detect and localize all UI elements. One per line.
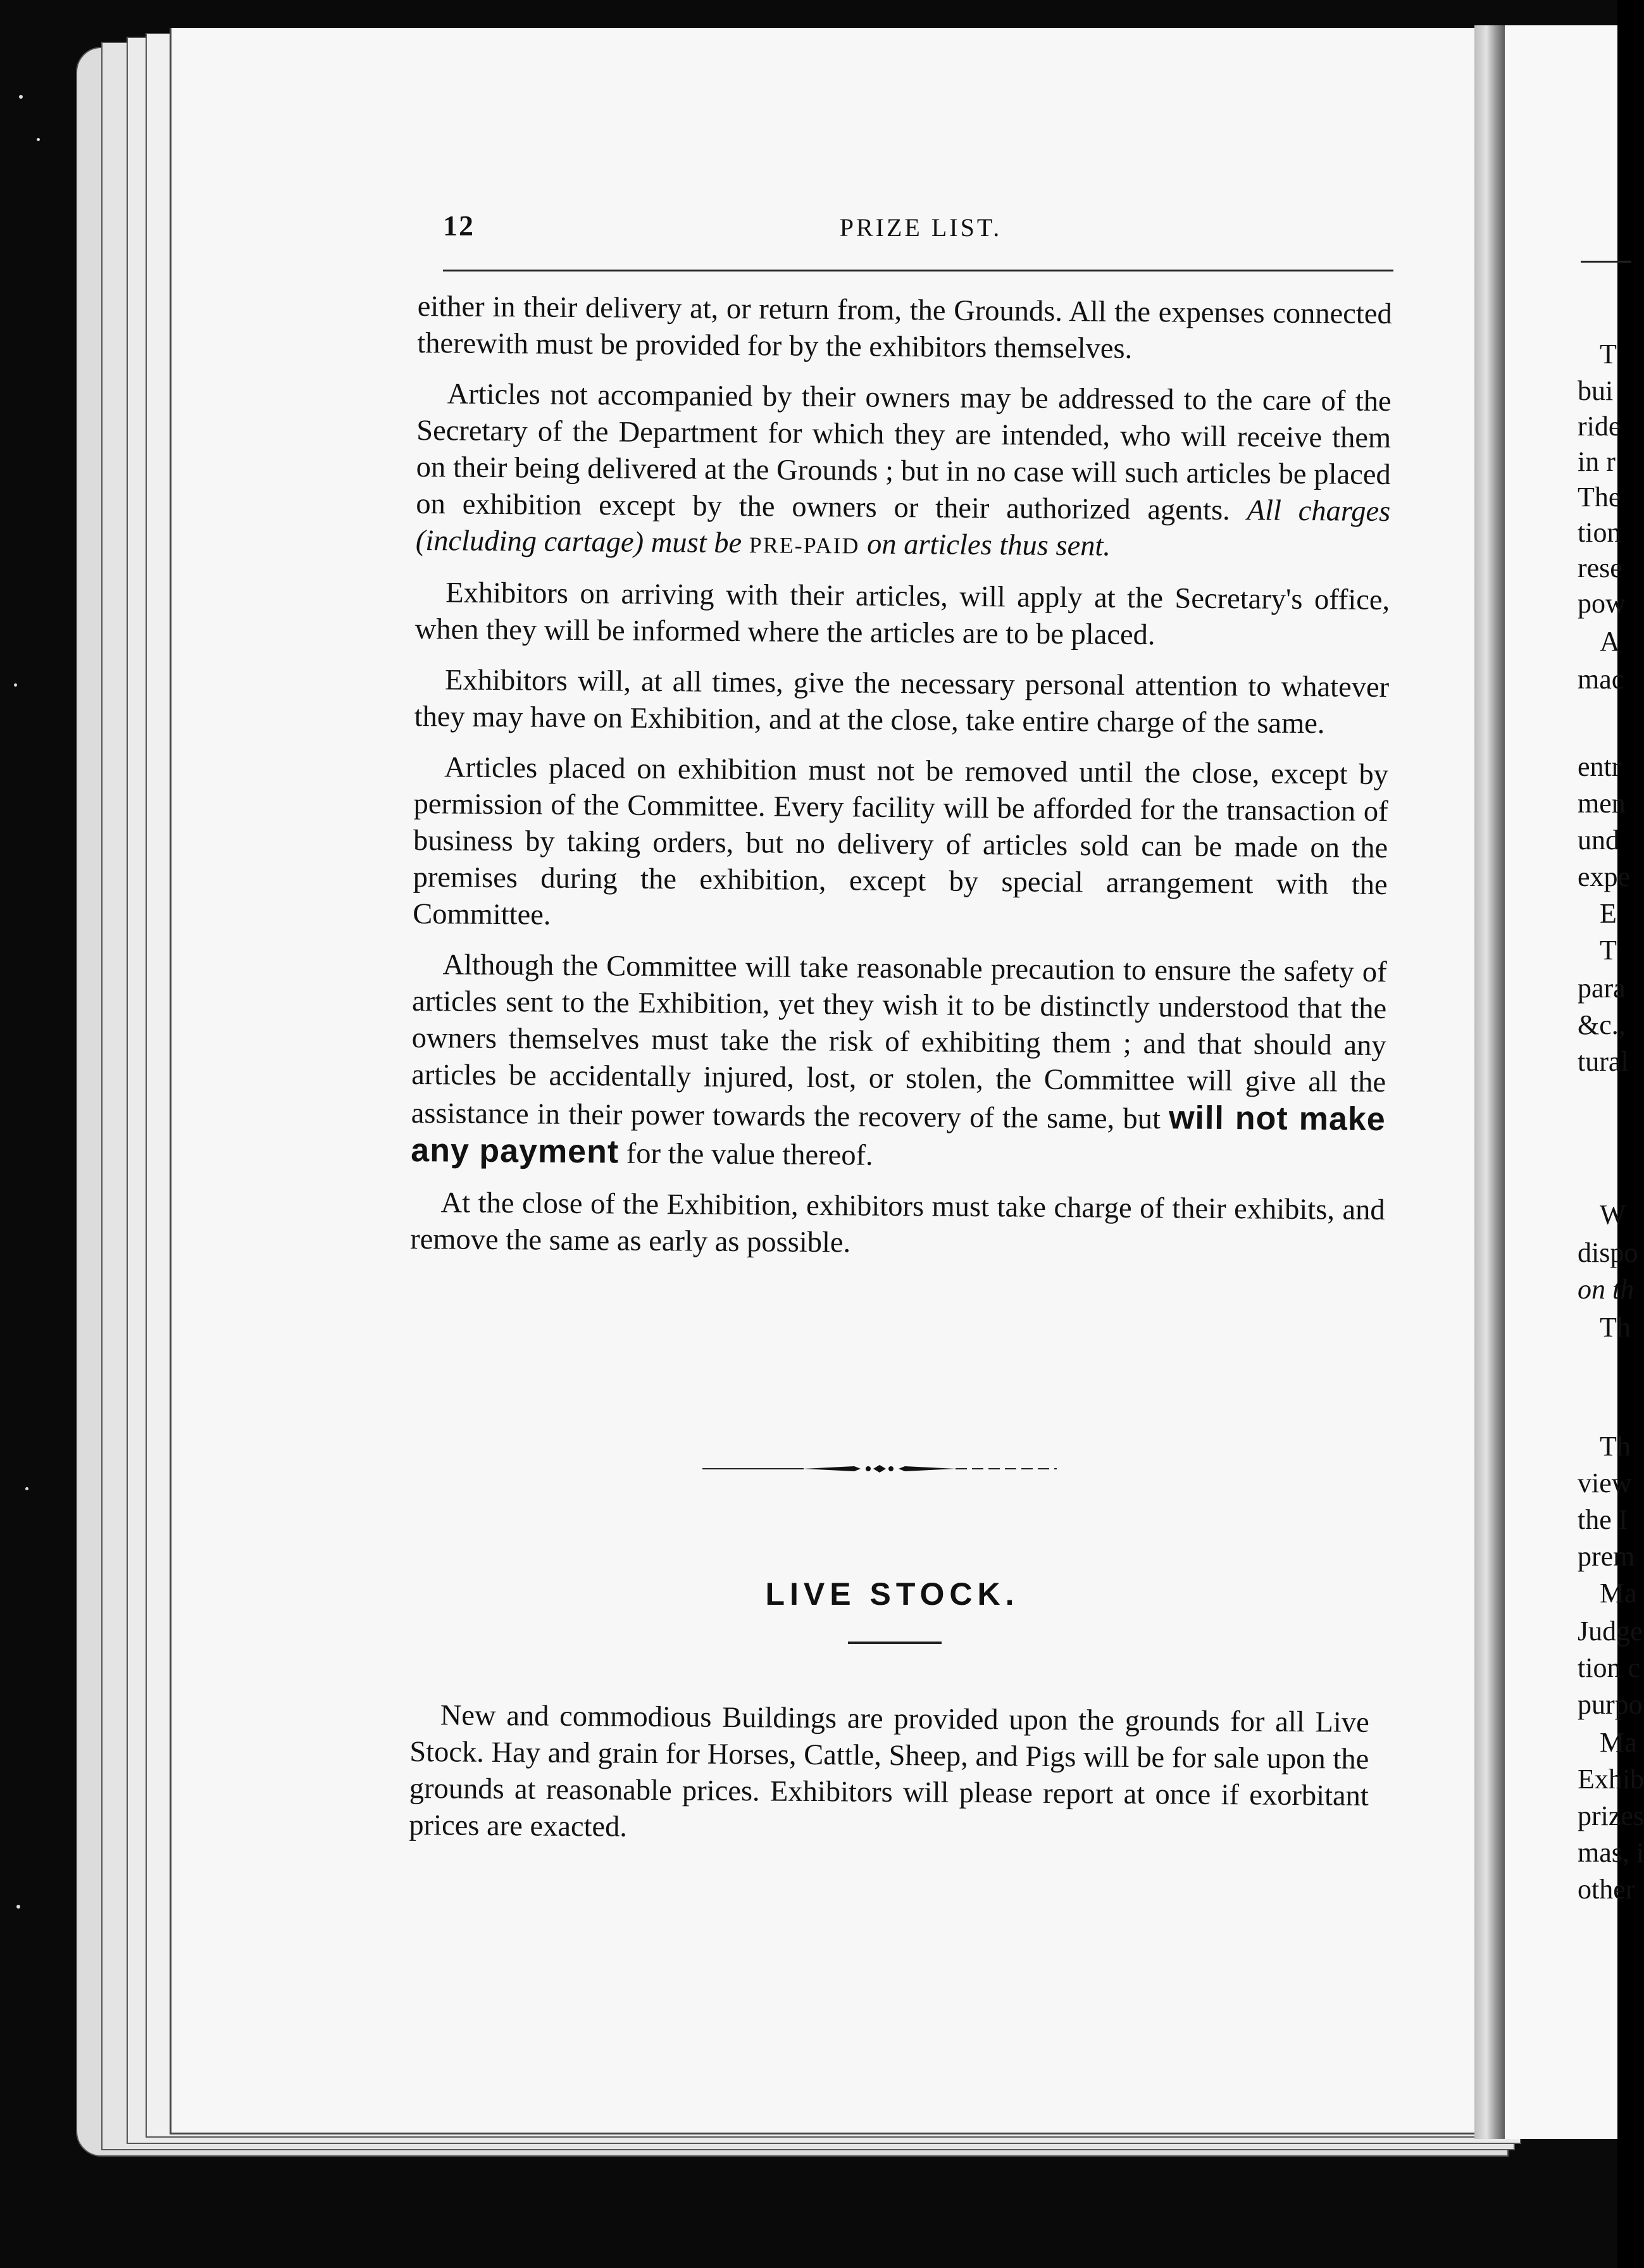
paragraph-text: Articles not accompanied by their owners may be addressed to the care of the Secretary of the Department for which they are intended, who will receive them on their being delivered at the Grounds ; but in no case will such articles be placed on exhibition except by the owners or their authorized agents. [416,378,1392,527]
paragraph [413,749,1388,940]
paragraph-text: At the close of the Exhibition, exhibitors must take charge of their exhibits, and remove the same as early as possible. [409,1187,1385,1259]
divider-diamond [873,1465,886,1473]
section-rule [848,1642,942,1644]
facing-header-rule [1581,261,1631,263]
facing-text-fragment: T [1600,339,1617,370]
section-title: LIVE STOCK. [765,1576,1019,1612]
facing-text-fragment: W [1600,1199,1626,1230]
paragraph [416,376,1392,568]
facing-text-fragment: purpo [1578,1689,1643,1720]
paragraph [415,575,1390,656]
facing-text-fragment: Judge [1578,1616,1643,1647]
paragraph-text: Articles placed on exhibition must not be removed until the close, except by permission of the Committee. Every facility will be afforded for the transaction of business by taking orders, but no delivery of articles sold can be made on the premises during the exhibition, except by special arrangement with the Committee. [413,751,1389,932]
italic-text: on articles thus sent. [866,528,1111,563]
facing-text-fragment: Exhib [1578,1764,1644,1795]
facing-text-fragment: &c., [1578,1009,1626,1040]
divider-taper [804,1466,861,1471]
facing-text-fragment: The [1578,482,1621,513]
facing-text-fragment: rese [1578,552,1622,583]
facing-text-fragment: entr [1578,751,1621,782]
facing-text-fragment: expe [1578,861,1631,892]
paragraph-text: for the value thereof. [626,1137,873,1172]
facing-text-fragment: the I [1578,1504,1628,1535]
divider-taper [899,1466,956,1471]
scan-speck [25,1487,28,1490]
facing-text-fragment: Ma [1600,1727,1637,1758]
facing-text-fragment: Ma [1600,1578,1637,1609]
page-number: 12 [443,209,475,242]
facing-text-fragment: Th [1600,1431,1631,1462]
scan-speck [14,683,17,687]
facing-text-fragment: mac [1578,664,1624,695]
paragraph [410,1185,1385,1266]
page-header [443,209,1398,247]
paragraph-text: Although the Committee will take reasonable precaution to ensure the safety of articles sent to the Exhibition, yet they wish it to be distinctly understood that the owners themselves must take the risk of exhibiting them ; and that should any articles be accidentally injured, lost, or stolen, the Committee will give all the assistance in their power towards the recovery of the same, but [411,949,1387,1136]
section-body [409,1697,1369,1852]
scan-speck [19,95,23,99]
divider-dot [866,1466,871,1471]
facing-text-fragment: A [1600,626,1620,657]
paragraph [417,289,1392,370]
facing-text-fragment: Th [1600,1312,1631,1343]
facing-text-fragment: dispo [1578,1237,1638,1268]
facing-text-fragment: pow [1578,588,1626,619]
divider-dot [888,1466,894,1471]
facing-text-fragment: mas, i [1578,1837,1644,1868]
facing-text-fragment: para [1578,973,1626,1004]
paragraph-text: Exhibitors on arriving with their articles, will apply at the Secretary's office, when they will be informed where the articles are to be placed. [414,576,1390,652]
facing-text-fragment: prizes [1578,1800,1644,1831]
scan-speck [37,138,40,141]
facing-text-fragment: E [1600,898,1617,929]
book-gutter [1474,25,1505,2139]
paragraph [414,662,1389,743]
facing-text-fragment: ride [1578,411,1621,442]
paragraph: New and commodious Buildings are provided upon the grounds for all Live Stock. Hay and grain for Horses, Cattle, Sheep, and Pigs will be for sale upon the grounds at reasonable prices. Exhibitors will please report at once if exorbitant prices are exacted. [409,1699,1369,1843]
ornamental-divider [702,1459,1057,1478]
facing-text-fragment: T [1600,935,1617,966]
facing-text-fragment: tion [1578,517,1621,548]
facing-text-fragment: men [1578,788,1626,819]
header-rule [443,270,1393,271]
facing-text-fragment: in r [1578,446,1616,477]
facing-text-fragment: other [1578,1874,1635,1905]
italic-text: All charges (including cartage) must be [415,494,1391,560]
running-head: PRIZE LIST. [839,213,1002,242]
facing-text-fragment: und [1578,825,1619,856]
paragraph-text: either in their delivery at, or return from, the Grounds. All the expenses connected therewith must be provided for by the exhibitors themselves. [417,290,1392,365]
paragraph [411,947,1387,1178]
page-body [410,289,1392,1280]
facing-page [1505,25,1644,2139]
facing-text-fragment: view [1578,1467,1632,1498]
facing-text-fragment: tural [1578,1046,1629,1077]
facing-text-fragment: on th [1578,1274,1635,1305]
paragraph-text: Exhibitors will, at all times, give the necessary personal attention to whatever they may have on Exhibition, and at the close, take entire charge of the same. [414,664,1390,740]
bold-warning-text: will not make any payment [411,1099,1386,1171]
facing-text-fragment: tion c [1578,1652,1640,1683]
small-caps-text: PRE-PAID [749,532,860,559]
scan-speck [16,1905,20,1909]
facing-text-fragment: bui [1578,375,1614,406]
facing-text-fragment: prem [1578,1541,1635,1572]
